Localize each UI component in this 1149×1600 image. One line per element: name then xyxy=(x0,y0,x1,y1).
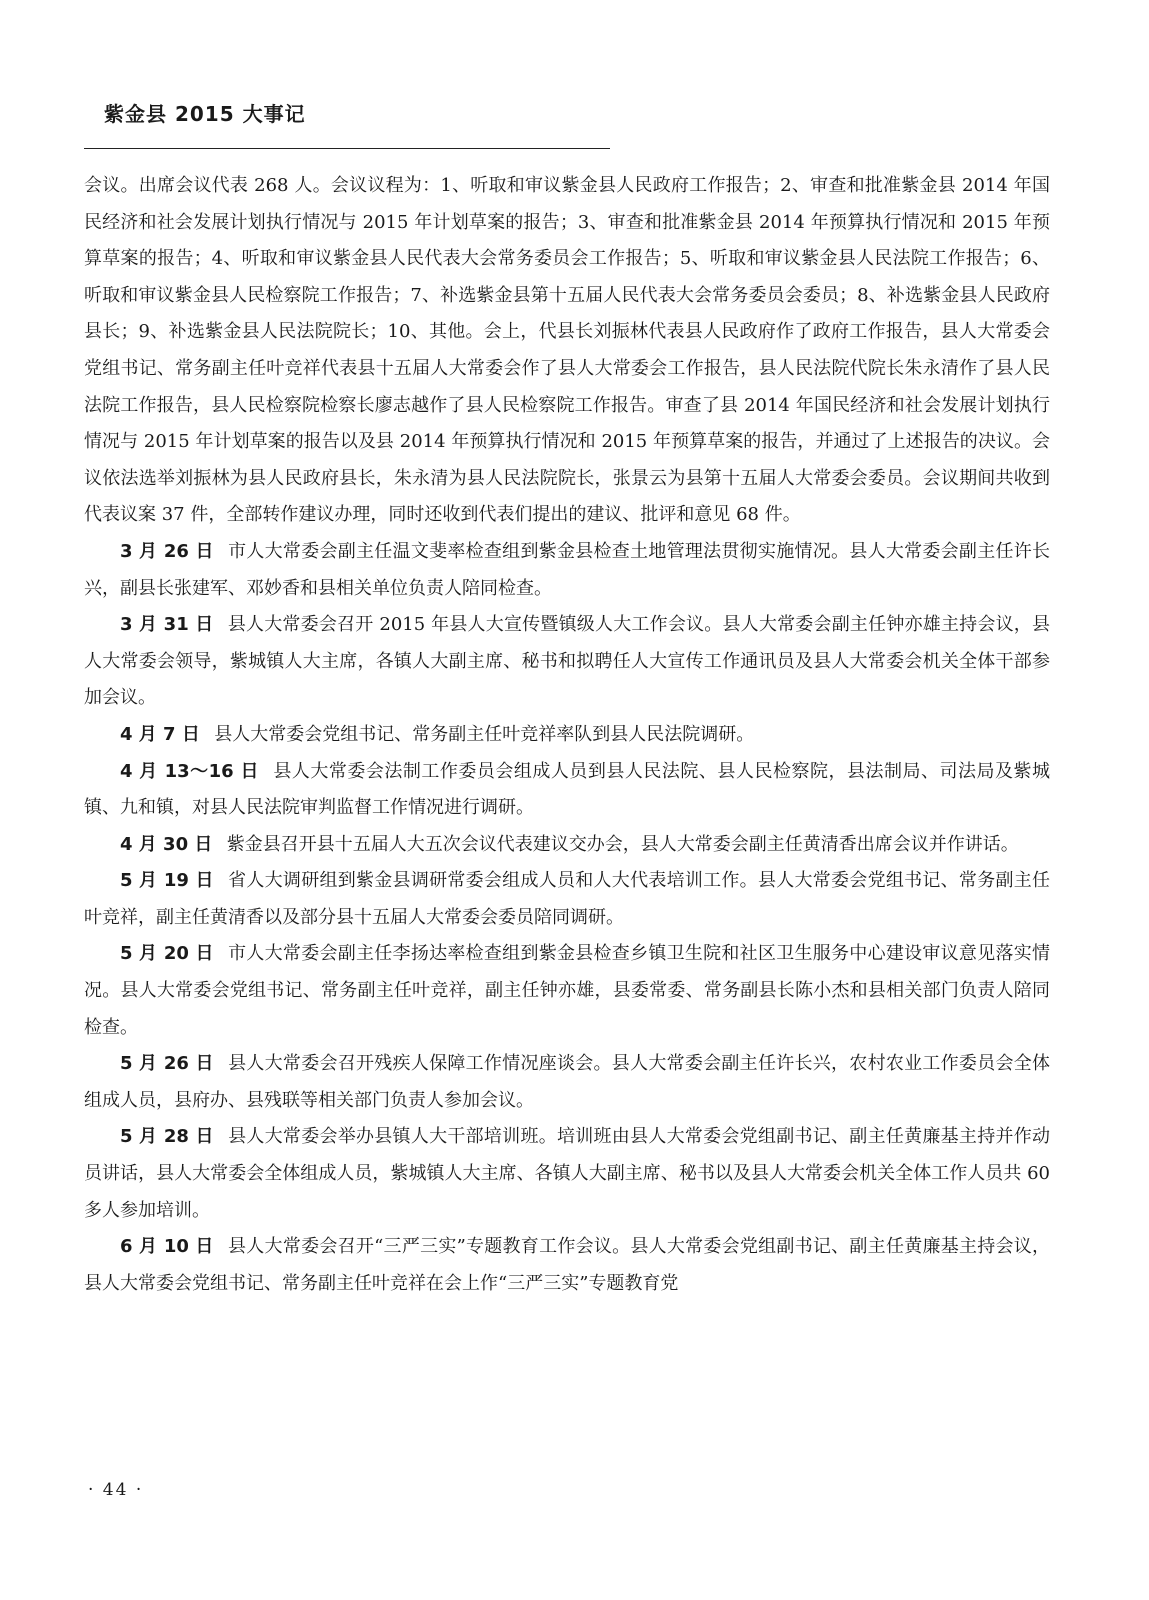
entry-text: 县人大常委会党组书记、常务副主任叶竞祥率队到县人民法院调研。 xyxy=(214,723,755,745)
entry-0430 xyxy=(84,827,1050,864)
entry-date: 3 月 31 日 xyxy=(120,614,214,636)
entry-date: 4 月 13～16 日 xyxy=(120,760,259,782)
entry-0526 xyxy=(84,1046,1050,1119)
entry-text: 县人大常委会召开 2015 年县人大宣传暨镇级人大工作会议。县人大常委会副主任钟亦雄主持会议，县人大常委会领导，紫城镇人大主席，各镇人大副主席、秘书和拟聘任人大宣传工作通讯员及县人大常委会机关全体干部参加会议。 xyxy=(84,614,1051,709)
entry-date: 6 月 10 日 xyxy=(120,1236,214,1258)
running-header: 紫金县 2015 大事记 xyxy=(104,102,306,126)
entry-text: 县人大常委会法制工作委员会组成人员到县人民法院、县人民检察院，县法制局、司法局及紫城镇、九和镇，对县人民法院审判监督工作情况进行调研。 xyxy=(84,760,1050,819)
entry-0407 xyxy=(84,717,1050,754)
entry-text: 省人大调研组到紫金县调研常委会组成人员和人大代表培训工作。县人大常委会党组书记、常务副主任叶竞祥，副主任黄清香以及部分县十五届人大常委会委员陪同调研。 xyxy=(84,870,1051,928)
entry-date: 5 月 20 日 xyxy=(120,943,214,965)
entry-0413 xyxy=(84,754,1050,827)
entry-date: 5 月 26 日 xyxy=(120,1053,214,1075)
entry-date: 5 月 28 日 xyxy=(120,1126,214,1148)
entry-0610 xyxy=(84,1229,1050,1302)
entry-text: 县人大常委会召开“三严三实”专题教育工作会议。县人大常委会党组副书记、副主任黄廉基主持会议，县人大常委会党组书记、常务副主任叶竞祥在会上作“三严三实”专题教育党 xyxy=(84,1236,1050,1294)
entry-date: 4 月 7 日 xyxy=(120,723,200,745)
entry-0519 xyxy=(84,863,1050,936)
entry-date: 5 月 19 日 xyxy=(120,870,214,892)
page-number: · 44 · xyxy=(88,1480,144,1500)
entry-0326 xyxy=(84,534,1050,607)
entry-text: 市人大常委会副主任李扬达率检查组到紫金县检查乡镇卫生院和社区卫生服务中心建设审议意见落实情况。县人大常委会党组书记、常务副主任叶竞祥，副主任钟亦雄，县委常委、常务副县长陈小杰和县相关部门负责人陪同检查。 xyxy=(84,943,1051,1038)
header-rule xyxy=(84,148,610,149)
entry-text: 县人大常委会召开残疾人保障工作情况座谈会。县人大常委会副主任许长兴，农村农业工作委员会全体组成人员，县府办、县残联等相关部门负责人参加会议。 xyxy=(84,1053,1051,1111)
entry-0520 xyxy=(84,936,1050,1046)
continuation-paragraph: 会议。出席会议代表 268 人。会议议程为：1、听取和审议紫金县人民政府工作报告；2、审查和批准紫金县 2014 年国民经济和社会发展计划执行情况与 2015 年计划草案的报告；3、审查和批准紫金县 2014 年预算执行情况和 2015 年预算草案的报告；4、听取和审议紫金县人民代表大会常务委员会工作报告；5、听取和审议紫金县人民法院工作报告；6、听取和审议紫金县人民检察院工作报告；7、补选紫金县第十五届人民代表大会常务委员会委员；8、补选紫金县人民政府县长；9、补选紫金县人民法院院长；10、其他。会上，代县长刘振林代表县人民政府作了政府工作报告，县人大常委会党组书记、常务副主任叶竞祥代表县十五届人大常委会作了县人大常委会工作报告，县人民法院代院长朱永清作了县人民法院工作报告，县人民检察院检察长廖志越作了县人民检察院工作报告。审查了县 2014 年国民经济和社会发展计划执行情况与 2015 年计划草案的报告以及县 2014 年预算执行情况和 2015 年预算草案的报告，并通过了上述报告的决议。会议依法选举刘振林为县人民政府县长，朱永清为县人民法院院长，张景云为县第十五届人大常委会委员。会议期间共收到代表议案 37 件，全部转作建议办理，同时还收到代表们提出的建议、批评和意见 68 件。 xyxy=(84,175,1050,526)
entry-text: 市人大常委会副主任温文斐率检查组到紫金县检查土地管理法贯彻实施情况。县人大常委会副主任许长兴，副县长张建军、邓妙香和县相关单位负责人陪同检查。 xyxy=(84,540,1051,599)
entry-text: 县人大常委会举办县镇人大干部培训班。培训班由县人大常委会党组副书记、副主任黄廉基主持并作动员讲话，县人大常委会全体组成人员，紫城镇人大主席、各镇人大副主席、秘书以及县人大常委会机关全体工作人员共 60 多人参加培训。 xyxy=(84,1126,1051,1221)
entry-0331 xyxy=(84,607,1050,717)
entry-text: 紫金县召开县十五届人大五次会议代表建议交办会，县人大常委会副主任黄清香出席会议并作讲话。 xyxy=(226,833,1019,855)
entry-0528 xyxy=(84,1119,1050,1229)
entry-date: 3 月 26 日 xyxy=(120,540,214,562)
page-body xyxy=(84,168,1050,1302)
entry-date: 4 月 30 日 xyxy=(120,833,213,855)
